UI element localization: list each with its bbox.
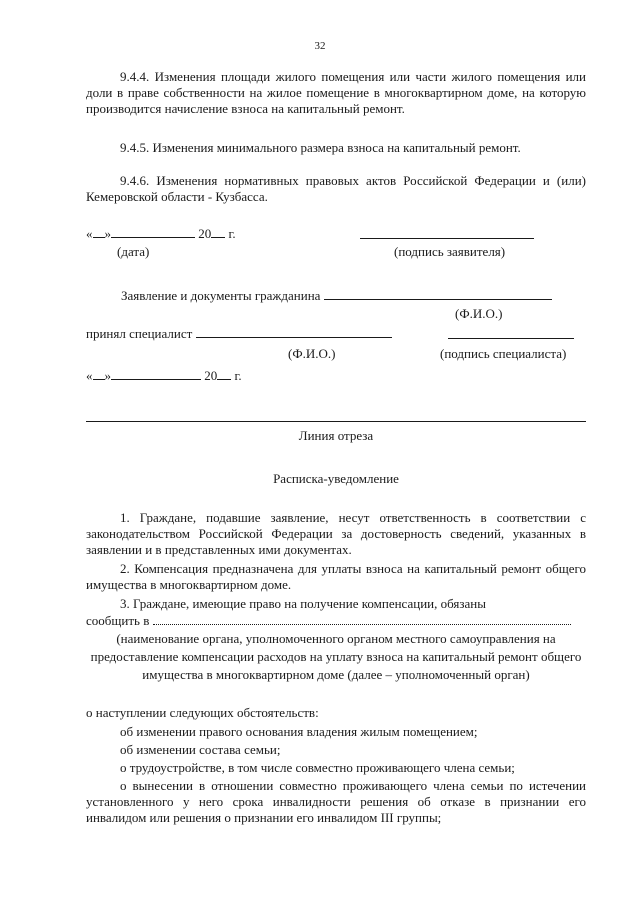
receipt-item-3: 3. Граждане, имеющие право на получение компенсации, обязаны xyxy=(120,596,486,611)
specialist-line: принял специалист xyxy=(86,326,392,342)
date-caption: (дата) xyxy=(117,244,150,259)
receipt-title: Расписка-уведомление xyxy=(273,471,399,486)
circumstance-item: о вынесении в отношении совместно проживающего члена семьи по истечении установленного у него срока инвалидности решения об отказе в признании его инвалидом или решения о признании его инвалидом III группы; xyxy=(86,778,586,825)
cut-line-label: Линия отреза xyxy=(298,428,374,443)
specialist-signature-line xyxy=(448,338,574,339)
circumstance-item: о трудоустройстве, в том числе совместно проживающего члена семьи; xyxy=(120,760,515,775)
specialist-fio-caption: (Ф.И.О.) xyxy=(288,346,336,361)
circumstances-intro: о наступлении следующих обстоятельств: xyxy=(86,705,319,720)
applicant-date-line: « » 20 г. xyxy=(86,226,236,241)
cut-line xyxy=(86,421,586,422)
acceptance-date-line: « » 20 г. xyxy=(86,368,242,383)
receipt-item-2: 2. Компенсация предназначена для уплаты взноса на капитальный ремонт общего имущества в многоквартирном доме. xyxy=(86,561,586,592)
citizen-fio-caption: (Ф.И.О.) xyxy=(455,306,503,321)
circumstance-item: об изменении правого основания владения жилым помещением; xyxy=(120,724,478,739)
circumstance-item: об изменении состава семьи; xyxy=(120,742,281,757)
organ-caption: (наименование органа, уполномоченного органом местного самоуправления на предоставление компенсации расходов на уплату взноса на капитальный ремонт общего имущества в многоквартирном доме (далее – уполномоченный орган) xyxy=(90,631,582,682)
page-number: 32 xyxy=(314,40,326,52)
applicant-signature-line xyxy=(360,238,534,239)
clause-9-4-4: 9.4.4. Изменения площади жилого помещения или части жилого помещения или доли в праве собственности на жилое помещение в многоквартирном доме, на которую производится начисление взноса на капитальный ремонт. xyxy=(86,69,586,116)
clause-9-4-5: 9.4.5. Изменения минимального размера взноса на капитальный ремонт. xyxy=(120,140,521,155)
docs-accepted-line: Заявление и документы гражданина xyxy=(121,288,552,304)
applicant-signature-caption: (подпись заявителя) xyxy=(394,244,506,259)
receipt-item-1: 1. Граждане, подавшие заявление, несут ответственность в соответствии с законодательством Российской Федерации за достоверность сведений, указанных в заявлении и в представленных ими документах. xyxy=(86,510,586,557)
clause-9-4-6: 9.4.6. Изменения нормативных правовых актов Российской Федерации и (или) Кемеровской области - Кузбасса. xyxy=(86,173,586,204)
specialist-signature-caption: (подпись специалиста) xyxy=(440,346,567,361)
inform-line: сообщить в xyxy=(86,613,571,629)
